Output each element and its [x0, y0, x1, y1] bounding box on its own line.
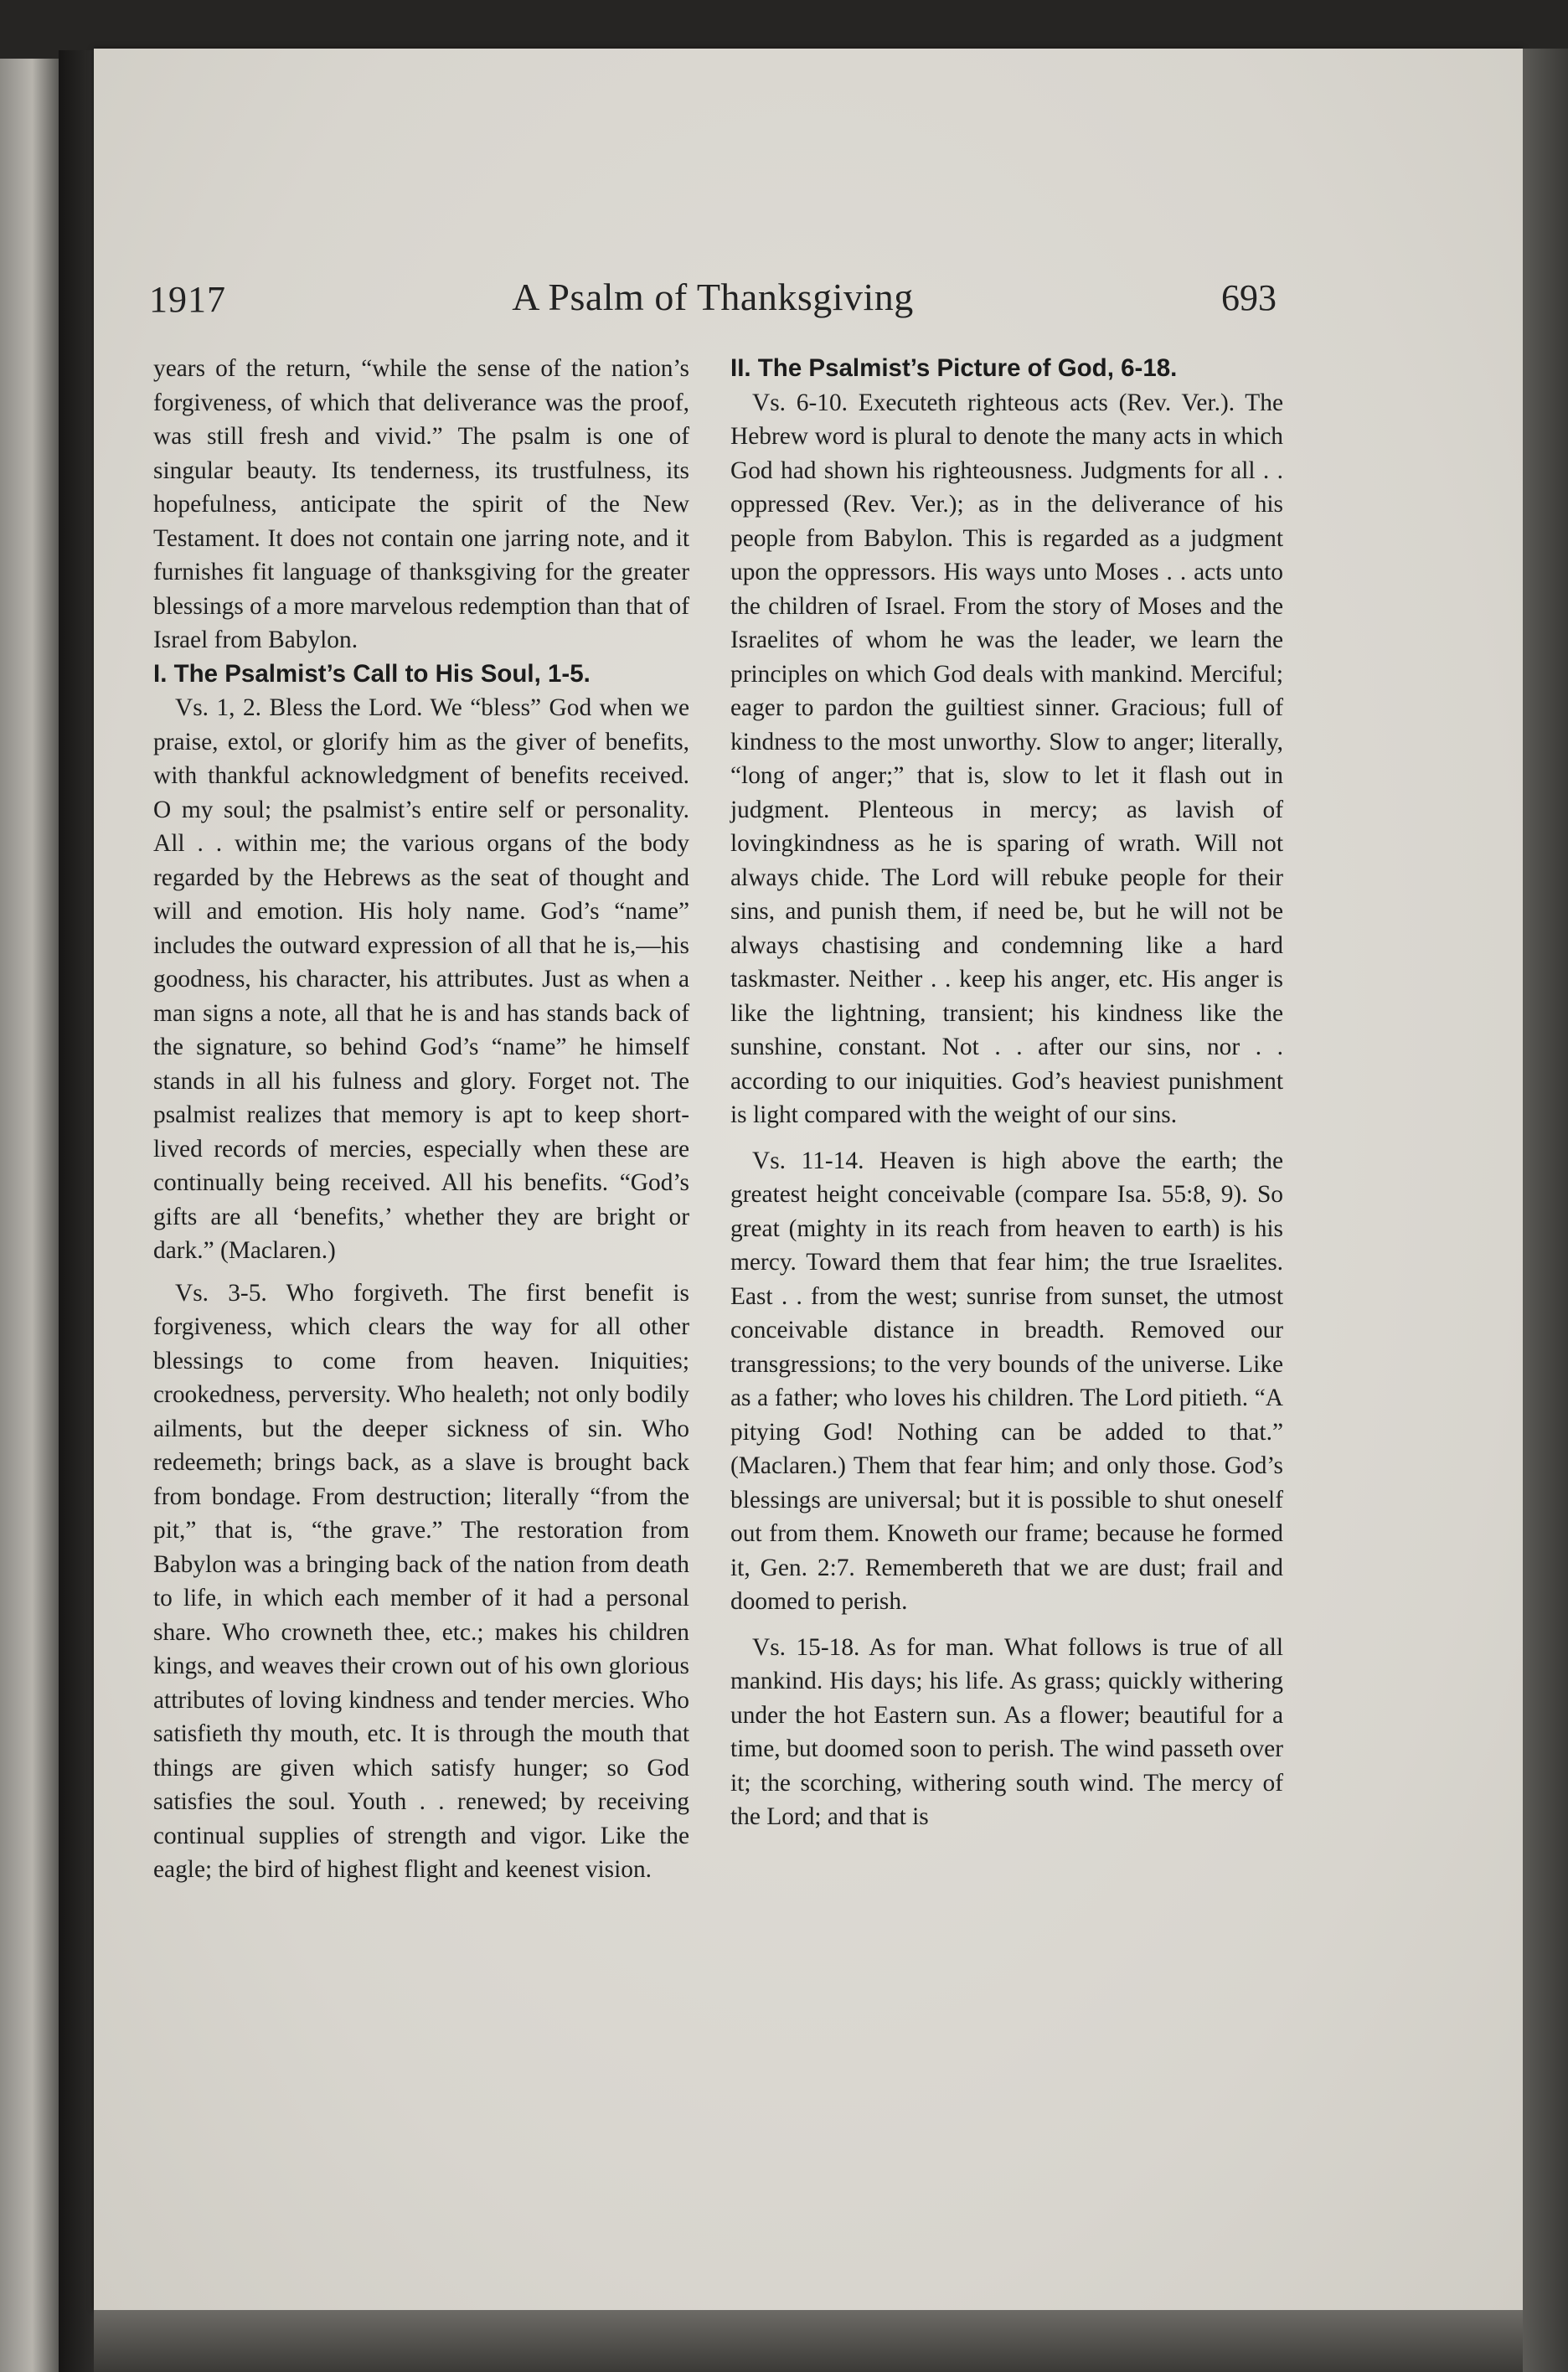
section-heading-2: II. The Psalmist’s Picture of God, 6-18.: [730, 354, 1178, 382]
right-column: [730, 352, 1283, 1834]
intro-paragraph: years of the return, “while the sense of the nation’s forgiveness, of which that deliverance was the proof, was still fresh and vivid.” The psalm is one of singular beauty. Its tenderness, its trustfulness, its hopefulness, anticipate the spirit of the New Testament. It does not contain one jarring note, and it furnishes fit language of thanksgiving for the greater blessings of a more marvelous redemption than that of Israel from Babylon.: [153, 355, 689, 653]
page-number: 693: [1221, 277, 1277, 318]
running-header: [149, 270, 1277, 328]
running-year: 1917: [149, 279, 226, 320]
commentary-paragraph-vs-15-18: Vs. 15-18. As for man. What follows is true of all mankind. His days; his life. As grass; quickly withering under the hot Eastern sun. As a flower; beautiful for a time, but doomed soon to perish. The wind passeth over it; the scorching, withering south wind. The mercy of the Lord; and that is: [730, 1633, 1283, 1830]
left-column: [153, 352, 689, 1887]
book-gutter: [59, 50, 95, 2372]
section-heading-1: I. The Psalmist’s Call to His Soul, 1-5.: [153, 659, 591, 688]
commentary-paragraph-vs-1-2: Vs. 1, 2. Bless the Lord. We “bless” God when we praise, extol, or glorify him as the giver of benefits, with thankful acknowledgment of benefits received. O my soul; the psalmist’s entire self or personality. All . . within me; the various organs of the body regarded by the Hebrews as the seat of thought and will and emotion. His holy name. God’s “name” includes the outward expression of all that he is,—his goodness, his character, his attributes. Just as when a man signs a note, all that he is and has stands back of the signature, so behind God’s “name” he himself stands in all his fulness and glory. Forget not. The psalmist realizes that memory is apt to keep short-lived records of mercies, especially when these are continually being received. All his benefits. “God’s gifts are all ‘benefits,’ whether they are bright or dark.” (Maclaren.): [153, 694, 689, 1264]
commentary-paragraph-vs-11-14: Vs. 11-14. Heaven is high above the earth; the greatest height conceivable (compare Isa. 55:8, 9). So great (mighty in its reach from heaven to earth) is his mercy. Toward them that fear him; the true Israelites. East . . from the west; sunrise from sunset, the utmost conceivable distance in breadth. Removed our transgressions; to the very bounds of the universe. Like as a father; who loves his children. The Lord pitieth. “A pitying God! Nothing can be added to that.” (Maclaren.) Them that fear him; and only those. God’s blessings are universal; but it is possible to shut oneself out from them. Knoweth our frame; because he formed it, Gen. 2:7. Remembereth that we are dust; frail and doomed to perish.: [730, 1147, 1283, 1615]
commentary-paragraph-vs-6-10: Vs. 6-10. Executeth righteous acts (Rev. Ver.). The Hebrew word is plural to denote the many acts in which God had shown his righteousness. Judgments for all . . oppressed (Rev. Ver.); as in the deliverance of his people from Babylon. This is regarded as a judgment upon the oppressors. His ways unto Moses . . acts unto the children of Israel. From the story of Moses and the Israelites of whom he was the leader, we learn the principles on which God deals with mankind. Merciful; eager to pardon the guiltiest sinner. Gracious; full of kindness to the most unworthy. Slow to anger; literally, “long of anger;” that is, slow to let it flash out in judgment. Plenteous in mercy; as lavish of lovingkindness as he is sparing of wrath. Will not always chide. The Lord will rebuke people for their sins, and punish them, if need be, but he will not be always chastising and condemning like a hard taskmaster. Neither . . keep his anger, etc. His anger is like the lightning, transient; his kindness like the sunshine, constant. Not . . after our sins, nor . . according to our iniquities. God’s heaviest punishment is light compared with the weight of our sins.: [730, 389, 1283, 1128]
commentary-paragraph-vs-3-5: Vs. 3-5. Who forgiveth. The first benefit is forgiveness, which clears the way for all other blessings to come from heaven. Iniquities; crookedness, perversity. Who healeth; not only bodily ailments, but the deeper sickness of sin. Who redeemeth; brings back, as a slave is brought back from bondage. From destruction; literally “from the pit,” that is, “the grave.” The restoration from Babylon was a bringing back of the nation from death to life, in which each member of it had a personal share. Who crowneth thee, etc.; makes his children kings, and weaves their crown out of his own glorious attributes of loving kindness and tender mercies. Who satisfieth thy mouth, etc. It is through the mouth that things are given which satisfy hunger; so God satisfies the soul. Youth . . renewed; by receiving continual supplies of strength and vigor. Like the eagle; the bird of highest flight and keenest vision.: [153, 1279, 689, 1883]
left-page-edge: [0, 59, 59, 2372]
bottom-page-edge: [94, 2310, 1523, 2372]
running-title: A Psalm of Thanksgiving: [512, 276, 914, 318]
right-page-edge: [1523, 49, 1568, 2372]
